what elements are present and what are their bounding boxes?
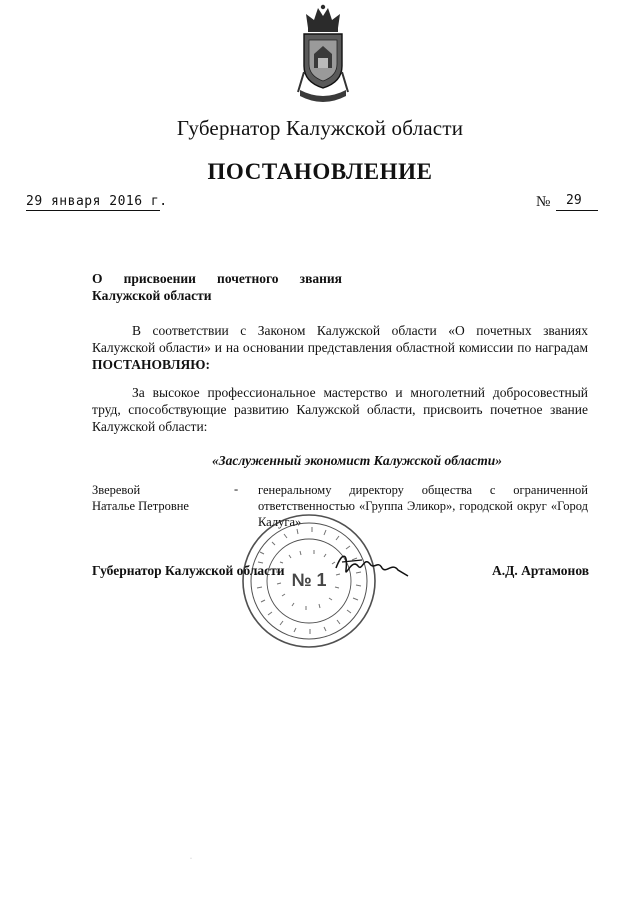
recipient-surname: Зверевой xyxy=(92,483,141,497)
recipient-given-names: Наталье Петровне xyxy=(92,499,189,513)
preamble-text: В соответствии с Законом Калужской области «О почетных званиях Калужской области» и на основании представления областной комиссии по наградам xyxy=(92,323,588,355)
award-paragraph xyxy=(92,384,588,435)
document-type: ПОСТАНОВЛЕНИЕ xyxy=(207,159,433,184)
recipient-dash: - xyxy=(234,482,239,496)
recipient-name xyxy=(92,482,222,514)
scan-speck: · xyxy=(190,856,192,862)
document-date: 29 января 2016 г. xyxy=(26,194,168,209)
recipient-position: генеральному директору общества с ограниченной ответственностью «Группа Эликор», городской округ «Город Калуга» xyxy=(258,483,588,529)
document-subject xyxy=(92,270,342,304)
coat-of-arms-emblem xyxy=(296,2,350,110)
decree-word: ПОСТАНОВЛЯЮ: xyxy=(92,357,210,372)
signatory-title: Губернатор Калужской области xyxy=(92,563,285,578)
award-title: «Заслуженный экономист Калужской области» xyxy=(211,453,503,468)
handwritten-signature xyxy=(332,548,412,582)
stamp-number: № 1 xyxy=(291,570,327,590)
number-sign: № xyxy=(536,194,551,210)
preamble-paragraph xyxy=(92,322,588,373)
award-paragraph-text: За высокое профессиональное мастерство и многолетний добросовестный труд, способствующие развитию Калужской области, присвоить почетное звание Калужской области: xyxy=(92,385,588,434)
subject-line-1: О присвоении почетного звания xyxy=(92,271,342,286)
document-number: 29 xyxy=(566,193,582,208)
subject-line-2: Калужской области xyxy=(92,288,212,303)
number-underline xyxy=(556,210,598,211)
issuing-authority: Губернатор Калужской области xyxy=(176,116,464,140)
signatory-name: А.Д. Артамонов xyxy=(492,563,590,578)
date-underline xyxy=(26,210,160,211)
